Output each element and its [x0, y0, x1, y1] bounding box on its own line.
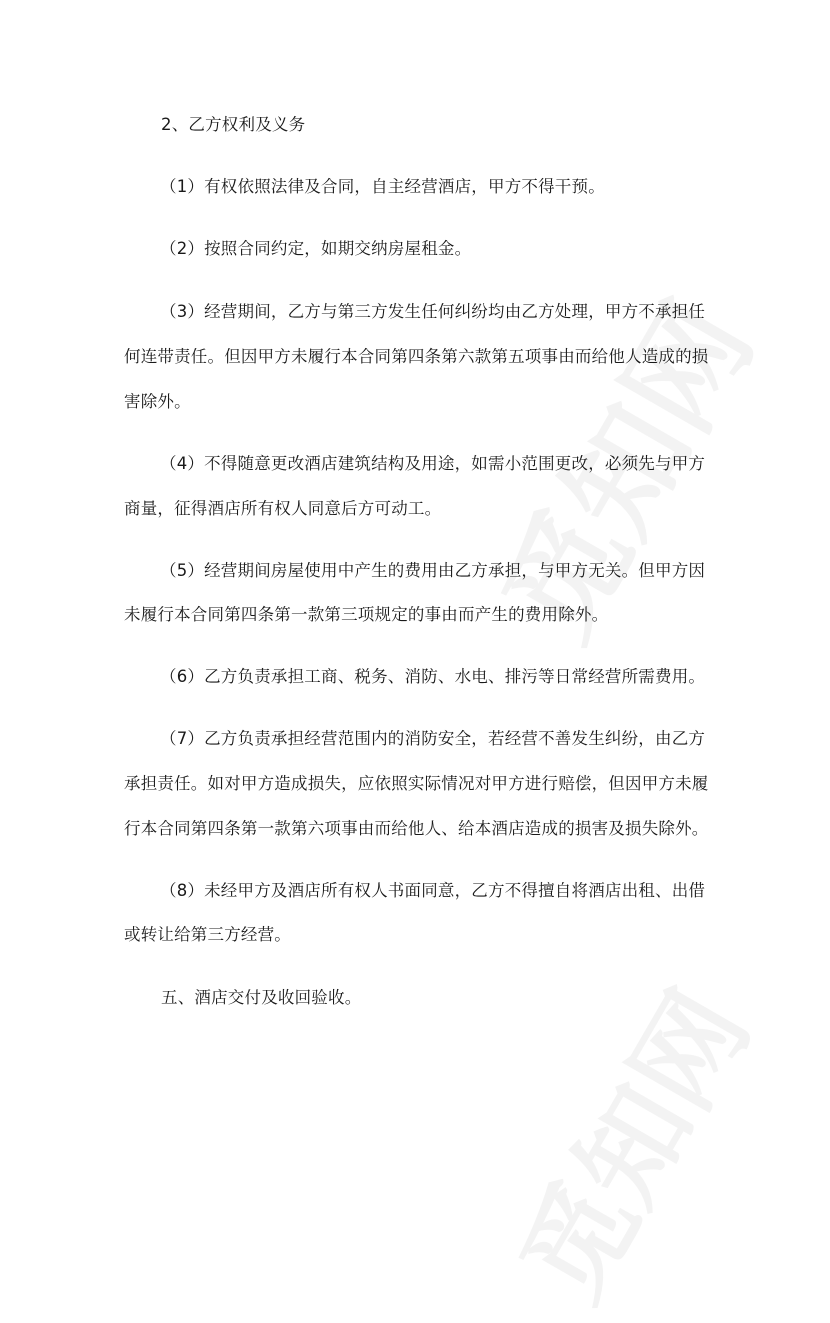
clause-line: （8）未经甲方及酒店所有权人书面同意，乙方不得擅自将酒店出租、出借: [160, 881, 706, 900]
clause-line: （6）乙方负责承担工商、税务、消防、水电、排污等日常经营所需费用。: [160, 667, 706, 686]
clause-line: （1）有权依照法律及合同，自主经营酒店，甲方不得干预。: [160, 177, 605, 196]
clause-line: 承担责任。如对甲方造成损失，应依照实际情况对甲方进行赔偿，但因甲方未履: [124, 774, 709, 793]
clause-line: （3）经营期间，乙方与第三方发生任何纠纷均由乙方处理，甲方不承担任: [160, 302, 706, 321]
clause-line: 或转让给第三方经营。: [124, 925, 291, 944]
clause-line: （2）按照合同约定，如期交纳房屋租金。: [160, 239, 472, 258]
clause-line: 未履行本合同第四条第一款第三项规定的事由而产生的费用除外。: [124, 605, 609, 624]
clause-line: 商量，征得酒店所有权人同意后方可动工。: [124, 499, 442, 518]
watermark: [477, 985, 764, 1323]
clause-line: （7）乙方负责承担经营范围内的消防安全，若经营不善发生纠纷，由乙方: [160, 729, 706, 748]
section-heading: 五、酒店交付及收回验收。: [161, 988, 362, 1007]
clause-line: 害除外。: [124, 392, 191, 411]
clause-line: 行本合同第四条第一款第六项事由而给他人、给本酒店造成的损害及损失除外。: [124, 819, 709, 838]
clause-line: 何连带责任。但因甲方未履行本合同第四条第六款第五项事由而给他人造成的损: [124, 347, 709, 366]
clause-line: （5）经营期间房屋使用中产生的费用由乙方承担，与甲方无关。但甲方因: [160, 561, 706, 580]
section-heading: 2、乙方权利及义务: [161, 115, 306, 134]
clause-line: （4）不得随意更改酒店建筑结构及用途，如需小范围更改，必须先与甲方: [160, 454, 706, 473]
